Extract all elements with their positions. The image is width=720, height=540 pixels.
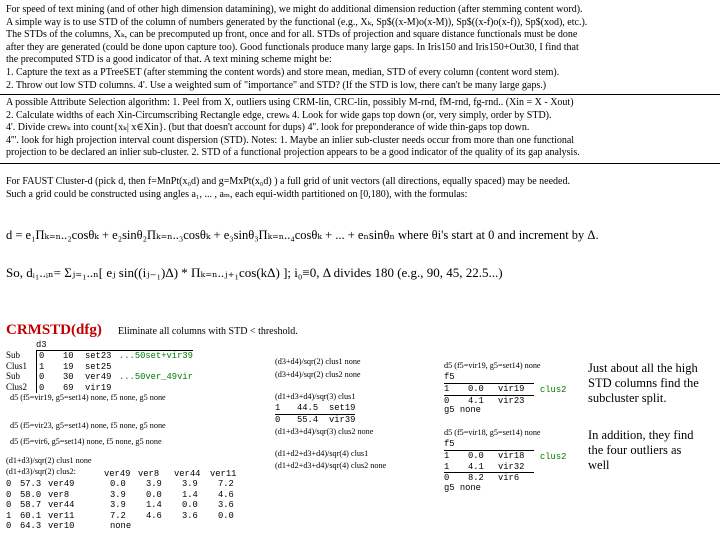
d5-note: d5 (f5=vir6, g5=set14) none, f5 none, g5 none [10, 437, 162, 446]
table-row: 1 0.0 vir18 [444, 450, 534, 462]
table-row: 1 60.1 ver11 7.2 4.6 3.6 0.0 [6, 510, 234, 521]
block2-line: (d1+d3)/sqr(2) clus2: [6, 467, 76, 476]
block3-line: (d1+d3+d4)/sqr(3) clus2 none [275, 427, 374, 436]
crmstd-title: CRMSTD(dfg) [6, 322, 102, 338]
cluster-label: clus2 [540, 452, 567, 462]
crmstd-description: Eliminate all columns with STD < threshold. [118, 326, 298, 337]
intro-line: the precomputed STD is a good indicator of that. A text mining scheme might be: [6, 54, 332, 66]
side-note-outliers [588, 428, 694, 473]
table-row: 1 4.1 vir32 [444, 462, 534, 474]
block2-line: (d1+d3)/sqr(2) clus1 none [6, 456, 92, 465]
block3-line: (d3+d4)/sqr(2) clus1 none [275, 357, 361, 366]
intro-paragraph [6, 4, 587, 92]
faust-paragraph [6, 176, 570, 201]
attr-line: 4'. Divide crewₖ into count{xₖ| x∈Xin}. (but that doesn't account for dups) 4''. look for preponderance of wide thin-gaps top down. [6, 122, 530, 134]
block4-table-1 [444, 383, 534, 406]
f5-label: f5 [444, 439, 455, 449]
side-note-line: subcluster split. [588, 391, 667, 405]
block3-line: (d3+d4)/sqr(2) clus2 none [275, 370, 361, 379]
d3-table [36, 350, 193, 393]
intro-line: For speed of text mining (and of other high dimension datamining), we might do additional dimension reduction (after stemming content word). [6, 4, 583, 15]
g5-label: g5 none [444, 405, 481, 415]
block4-header: d5 (f5=vir19, g5=set14) none [444, 361, 541, 370]
table-row: 0 58.0 ver8 3.9 0.0 1.4 4.6 [6, 489, 234, 500]
block4-table-2 [444, 450, 534, 484]
intro-line: 1. Capture the text as a PTreeSET (after stemming the content words) and store mean, median, STD of every column (content word stem). [6, 66, 560, 78]
attr-line: 4'''. look for high projection interval count dispersion (STD). Notes: 1. Maybe an inlier sub-cluster needs occur from more than one functional [6, 134, 575, 146]
distance-table [6, 479, 234, 532]
table-row: 0 57.3 ver49 0.0 3.9 3.9 7.2 [6, 479, 234, 489]
side-note-line: well [588, 458, 610, 472]
faust-line: Such a grid could be constructed using angles a₁, ... , aₘ, each equi-width partitioned on [0,180), with the formulas: [6, 188, 468, 200]
f5-label: f5 [444, 372, 455, 382]
table-row: 0 10 set23 ...50set+vir39 [39, 351, 193, 361]
side-note-line: STD columns find the [588, 376, 699, 390]
table-row: 0 64.3 ver10 none [6, 521, 132, 532]
d5-note: d5 (f5=vir23, g5=set14) none, f5 none, g5 none [10, 421, 166, 430]
table-row: 1 19 set25 [39, 361, 112, 372]
side-note-line: the four outliers as [588, 443, 682, 457]
intro-line: after they are generated (could be done upon capture too). Good functionals produce many large gaps. In Iris150 and Iris150+Out30, I find that [6, 41, 579, 53]
formula-index: So, dᵢ₁..ᵢₙ= Σⱼ₌₁..ₙ[ eⱼ sin((iⱼ₋₁)Δ) * Πₖ₌ₙ..ⱼ₊₁cos(kΔ) ]; i₀≡0, Δ divides 180 (e.g., 90, 45, 22.5...) [6, 265, 503, 280]
attr-line: projection to be declared an inlier sub-cluster. 2. STD of a functional projection appears to be a good indicator of the quality of its gap analysis. [6, 147, 580, 159]
sub-label: Sub [6, 350, 21, 360]
attribute-selection-paragraph [6, 97, 580, 160]
faust-line: For FAUST Cluster-d (pick d, then f=MnPt(x₀d) and g=MxPt(x₀d) ) a full grid of unit vectors (all directions, equally spaced) may be needed. [6, 176, 570, 187]
d5-note: d5 (f5=vir19, g5=set14) none, f5 none, g5 none [10, 393, 166, 402]
intro-line: The STDs of the columns, Xₖ, can be precomputed up front, once and for all. STDs of projection and square distance functionals must be done [6, 29, 578, 41]
block3-subheader: (d1+d3+d4)/sqr(3) clus1 [275, 392, 356, 401]
block3-line: (d1+d2+d3+d4)/sqr(4) clus2 none [275, 461, 387, 470]
table-row: 0 4.1 vir23 [444, 395, 525, 406]
divider [0, 94, 720, 95]
table-row: 0 58.7 ver44 3.9 1.4 0.0 3.6 [6, 500, 234, 511]
table-row: 1 0.0 vir19 [444, 383, 534, 396]
side-note-split [588, 361, 699, 406]
sub-label: Sub [6, 371, 21, 382]
side-note-line: Just about all the high [588, 361, 698, 375]
intro-line: 2. Throw out low STD columns. 4'. Use a weighted sum of "importance" and STD? (If the STD is low, there can't be many large gaps.) [6, 79, 547, 91]
sub-cluster-labels [6, 350, 27, 392]
divider [0, 163, 720, 164]
cluster-label: clus2 [540, 385, 567, 395]
d3-header: d3 [36, 340, 47, 350]
table-row: 0 30 ver49 ...50ver_49vir [39, 372, 193, 383]
sub-label: Clus1 [6, 360, 28, 371]
table-row: 0 69 vir19 [39, 382, 112, 393]
distance-header: ver49 ver8 ver44 ver11 [104, 469, 237, 479]
block3-table [275, 403, 355, 425]
table-row: 0 8.2 vir6 [444, 473, 520, 484]
formula-direction: d = e₁Πₖ₌ₙ..₂cosθₖ + e₂sinθ₂Πₖ₌ₙ..₃cosθₖ + e₃sinθ₃Πₖ₌ₙ..₄cosθₖ + ... + eₙsinθₙ where θi's start at 0 and increment by Δ. [6, 228, 599, 242]
g5-label: g5 none [444, 483, 481, 493]
side-note-line: In addition, they find [588, 428, 694, 442]
block4-header: d5 (f5=vir18, g5=set14) none [444, 428, 541, 437]
sub-label: Clus2 [6, 381, 28, 392]
table-row: 1 44.5 set19 [275, 403, 356, 413]
intro-line: A simple way is to use STD of the column of numbers generated by the functional (e.g., Xₖ, Sp$((x-M)o(x-M)), Sp$((x-f)o(x-f)), Sp$(xod), etc.). [6, 16, 588, 28]
block3-line: (d1+d2+d3+d4)/sqr(4) clus1 [275, 449, 369, 458]
attr-line: A possible Attribute Selection algorithm: 1. Peel from X, outliers using CRM-lin, CRC-lin, possibly M-rnd, fM-rnd, fg-rnd.. (Xin = X - Xout) [6, 97, 574, 108]
table-row: 0 55.4 vir39 [275, 414, 356, 425]
attr-line: 2. Calculate widths of each Xin-Circumscribing Rectangle edge, crewₖ 4. Look for wide gaps top down (or, very simply, order by STD). [6, 109, 552, 121]
